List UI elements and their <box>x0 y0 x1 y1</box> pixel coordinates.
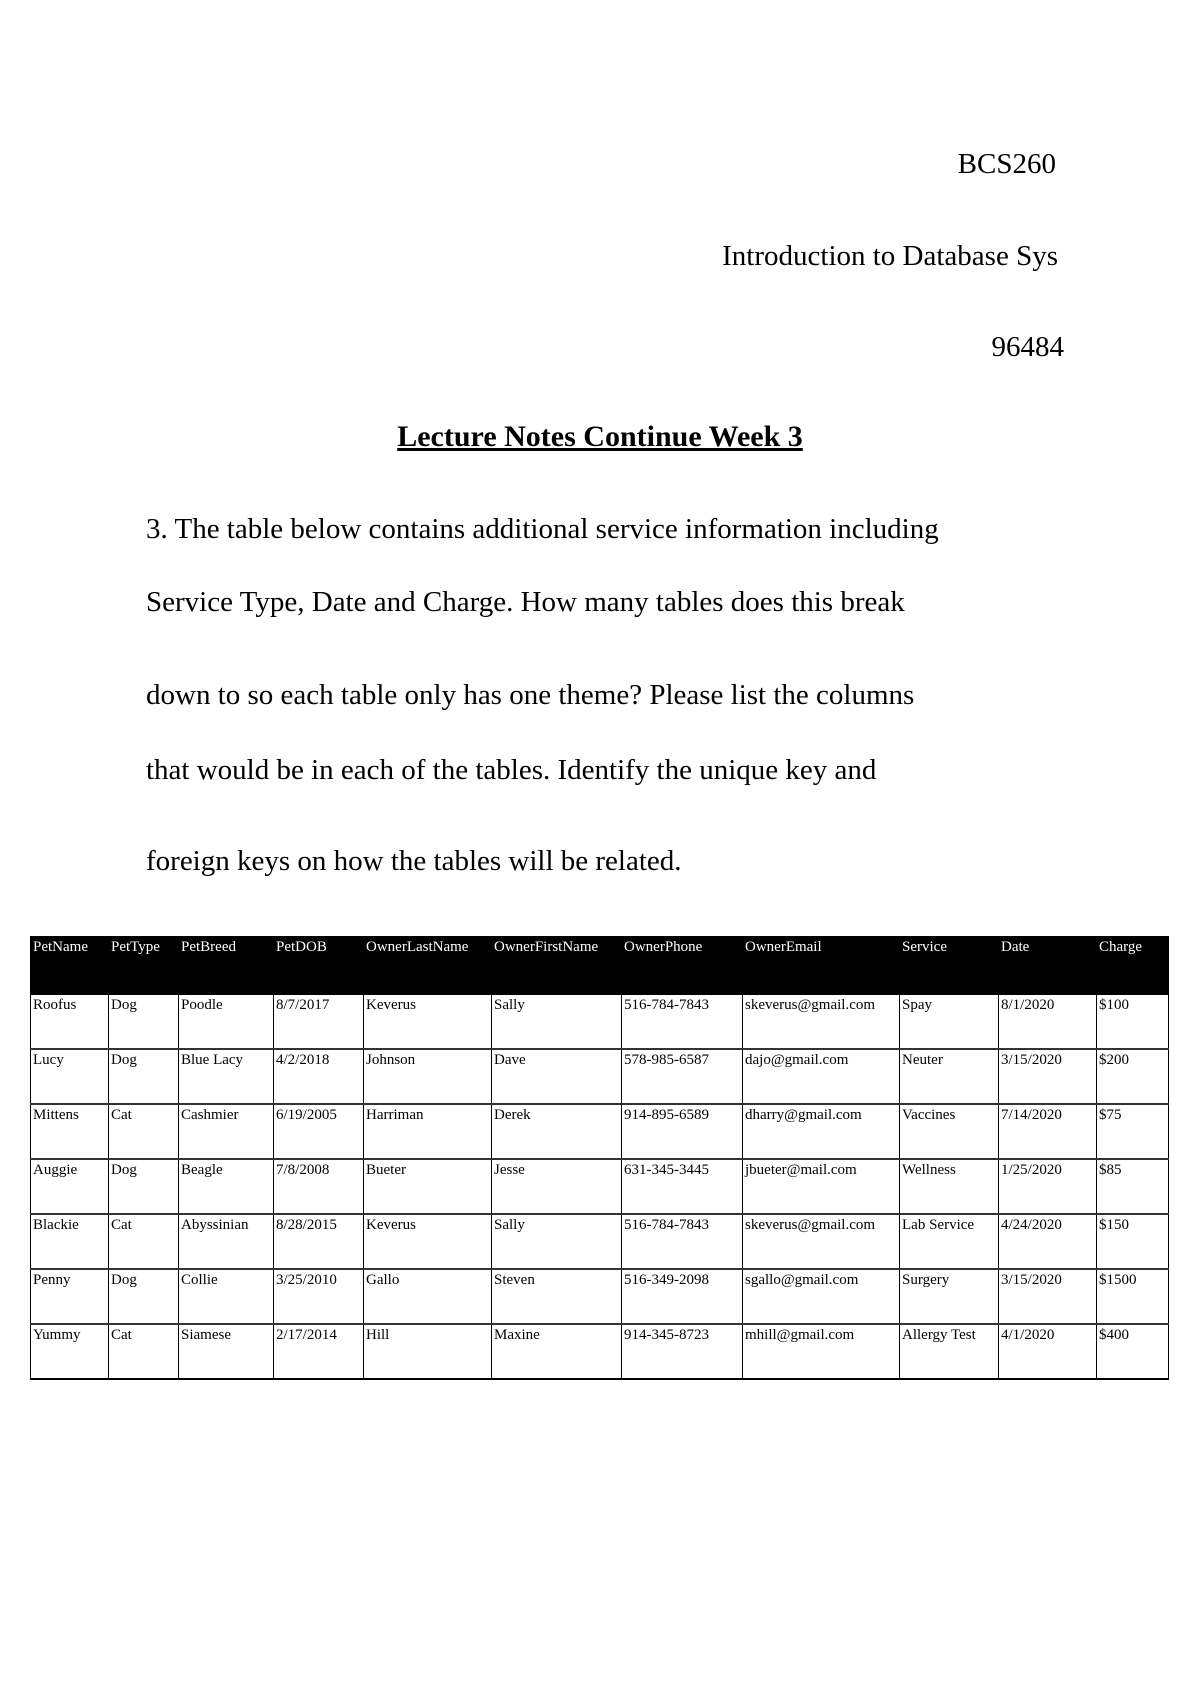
table-header-row <box>31 937 1169 995</box>
table-cell: skeverus@gmail.com <box>743 1214 900 1269</box>
table-cell: Auggie <box>31 1159 109 1214</box>
table-cell: Dog <box>109 995 179 1050</box>
table-cell: Penny <box>31 1269 109 1324</box>
table-cell: 3/15/2020 <box>999 1049 1097 1104</box>
table-cell: 516-784-7843 <box>622 995 743 1050</box>
table-cell: Derek <box>492 1104 622 1159</box>
table-cell: Dog <box>109 1159 179 1214</box>
table-cell: Surgery <box>900 1269 999 1324</box>
table-cell: 578-985-6587 <box>622 1049 743 1104</box>
column-header: OwnerFirstName <box>492 937 622 995</box>
table-row <box>31 1269 1169 1324</box>
paragraph-line: foreign keys on how the tables will be related. <box>146 845 682 877</box>
table-cell: dharry@gmail.com <box>743 1104 900 1159</box>
column-header: PetName <box>31 937 109 995</box>
table-cell: 8/1/2020 <box>999 995 1097 1050</box>
column-header: PetType <box>109 937 179 995</box>
table-cell: Spay <box>900 995 999 1050</box>
table-cell: Johnson <box>364 1049 492 1104</box>
table-cell: Dave <box>492 1049 622 1104</box>
table-cell: Keverus <box>364 995 492 1050</box>
table-cell: jbueter@mail.com <box>743 1159 900 1214</box>
table-cell: Dog <box>109 1269 179 1324</box>
table-cell: Lucy <box>31 1049 109 1104</box>
student-id: 96484 <box>991 331 1064 363</box>
table-cell: $100 <box>1097 995 1169 1050</box>
table-cell: 8/7/2017 <box>274 995 364 1050</box>
column-header: OwnerEmail <box>743 937 900 995</box>
table-cell: Beagle <box>179 1159 274 1214</box>
table-cell: Roofus <box>31 995 109 1050</box>
table-cell: 6/19/2005 <box>274 1104 364 1159</box>
table-cell: Siamese <box>179 1324 274 1379</box>
page-title: Lecture Notes Continue Week 3 <box>397 420 803 453</box>
table-cell: Hill <box>364 1324 492 1379</box>
table-cell: Cat <box>109 1324 179 1379</box>
table-cell: $400 <box>1097 1324 1169 1379</box>
table-cell: dajo@gmail.com <box>743 1049 900 1104</box>
column-header: OwnerLastName <box>364 937 492 995</box>
column-header: PetBreed <box>179 937 274 995</box>
paragraph-line: 3. The table below contains additional service information including <box>146 513 939 545</box>
table-cell: Maxine <box>492 1324 622 1379</box>
table-cell: Sally <box>492 1214 622 1269</box>
column-header: OwnerPhone <box>622 937 743 995</box>
table-cell: Jesse <box>492 1159 622 1214</box>
paragraph-line: that would be in each of the tables. Identify the unique key and <box>146 754 877 786</box>
table-cell: $200 <box>1097 1049 1169 1104</box>
table-cell: 7/14/2020 <box>999 1104 1097 1159</box>
table-cell: 3/25/2010 <box>274 1269 364 1324</box>
table-cell: 914-345-8723 <box>622 1324 743 1379</box>
table-cell: Abyssinian <box>179 1214 274 1269</box>
table-cell: Blackie <box>31 1214 109 1269</box>
table-cell: Cat <box>109 1104 179 1159</box>
table-cell: $150 <box>1097 1214 1169 1269</box>
table-cell: sgallo@gmail.com <box>743 1269 900 1324</box>
table-cell: Gallo <box>364 1269 492 1324</box>
table-cell: 2/17/2014 <box>274 1324 364 1379</box>
table-cell: Collie <box>179 1269 274 1324</box>
table-cell: Dog <box>109 1049 179 1104</box>
table-row <box>31 1104 1169 1159</box>
table-row <box>31 1214 1169 1269</box>
table-cell: Harriman <box>364 1104 492 1159</box>
table-cell: Bueter <box>364 1159 492 1214</box>
table-cell: Lab Service <box>900 1214 999 1269</box>
table-cell: Cashmier <box>179 1104 274 1159</box>
course-name: Introduction to Database Sys <box>722 240 1058 272</box>
column-header: PetDOB <box>274 937 364 995</box>
pet-service-table <box>30 936 1169 1380</box>
table-cell: 4/24/2020 <box>999 1214 1097 1269</box>
table-cell: $75 <box>1097 1104 1169 1159</box>
paragraph-line: down to so each table only has one theme? Please list the columns <box>146 679 915 711</box>
table-cell: Sally <box>492 995 622 1050</box>
table-cell: skeverus@gmail.com <box>743 995 900 1050</box>
table-cell: Neuter <box>900 1049 999 1104</box>
table-row <box>31 1049 1169 1104</box>
table-row <box>31 1159 1169 1214</box>
table-cell: 914-895-6589 <box>622 1104 743 1159</box>
table-cell: mhill@gmail.com <box>743 1324 900 1379</box>
table-cell: 1/25/2020 <box>999 1159 1097 1214</box>
table-cell: Steven <box>492 1269 622 1324</box>
course-code: BCS260 <box>957 148 1056 180</box>
table-cell: 516-784-7843 <box>622 1214 743 1269</box>
table-cell: $1500 <box>1097 1269 1169 1324</box>
paragraph-line: Service Type, Date and Charge. How many tables does this break <box>146 586 905 618</box>
table-cell: Allergy Test <box>900 1324 999 1379</box>
table-cell: 631-345-3445 <box>622 1159 743 1214</box>
table-cell: $85 <box>1097 1159 1169 1214</box>
table-cell: Mittens <box>31 1104 109 1159</box>
column-header: Charge <box>1097 937 1169 995</box>
table-cell: 3/15/2020 <box>999 1269 1097 1324</box>
table-cell: Keverus <box>364 1214 492 1269</box>
column-header: Date <box>999 937 1097 995</box>
table-cell: Poodle <box>179 995 274 1050</box>
table-cell: 516-349-2098 <box>622 1269 743 1324</box>
table-cell: 8/28/2015 <box>274 1214 364 1269</box>
table-cell: Yummy <box>31 1324 109 1379</box>
table-cell: Wellness <box>900 1159 999 1214</box>
column-header: Service <box>900 937 999 995</box>
table-cell: 4/1/2020 <box>999 1324 1097 1379</box>
table-row <box>31 995 1169 1050</box>
table-row <box>31 1324 1169 1379</box>
table-cell: 7/8/2008 <box>274 1159 364 1214</box>
table-cell: Blue Lacy <box>179 1049 274 1104</box>
table-cell: 4/2/2018 <box>274 1049 364 1104</box>
table-cell: Vaccines <box>900 1104 999 1159</box>
table-cell: Cat <box>109 1214 179 1269</box>
